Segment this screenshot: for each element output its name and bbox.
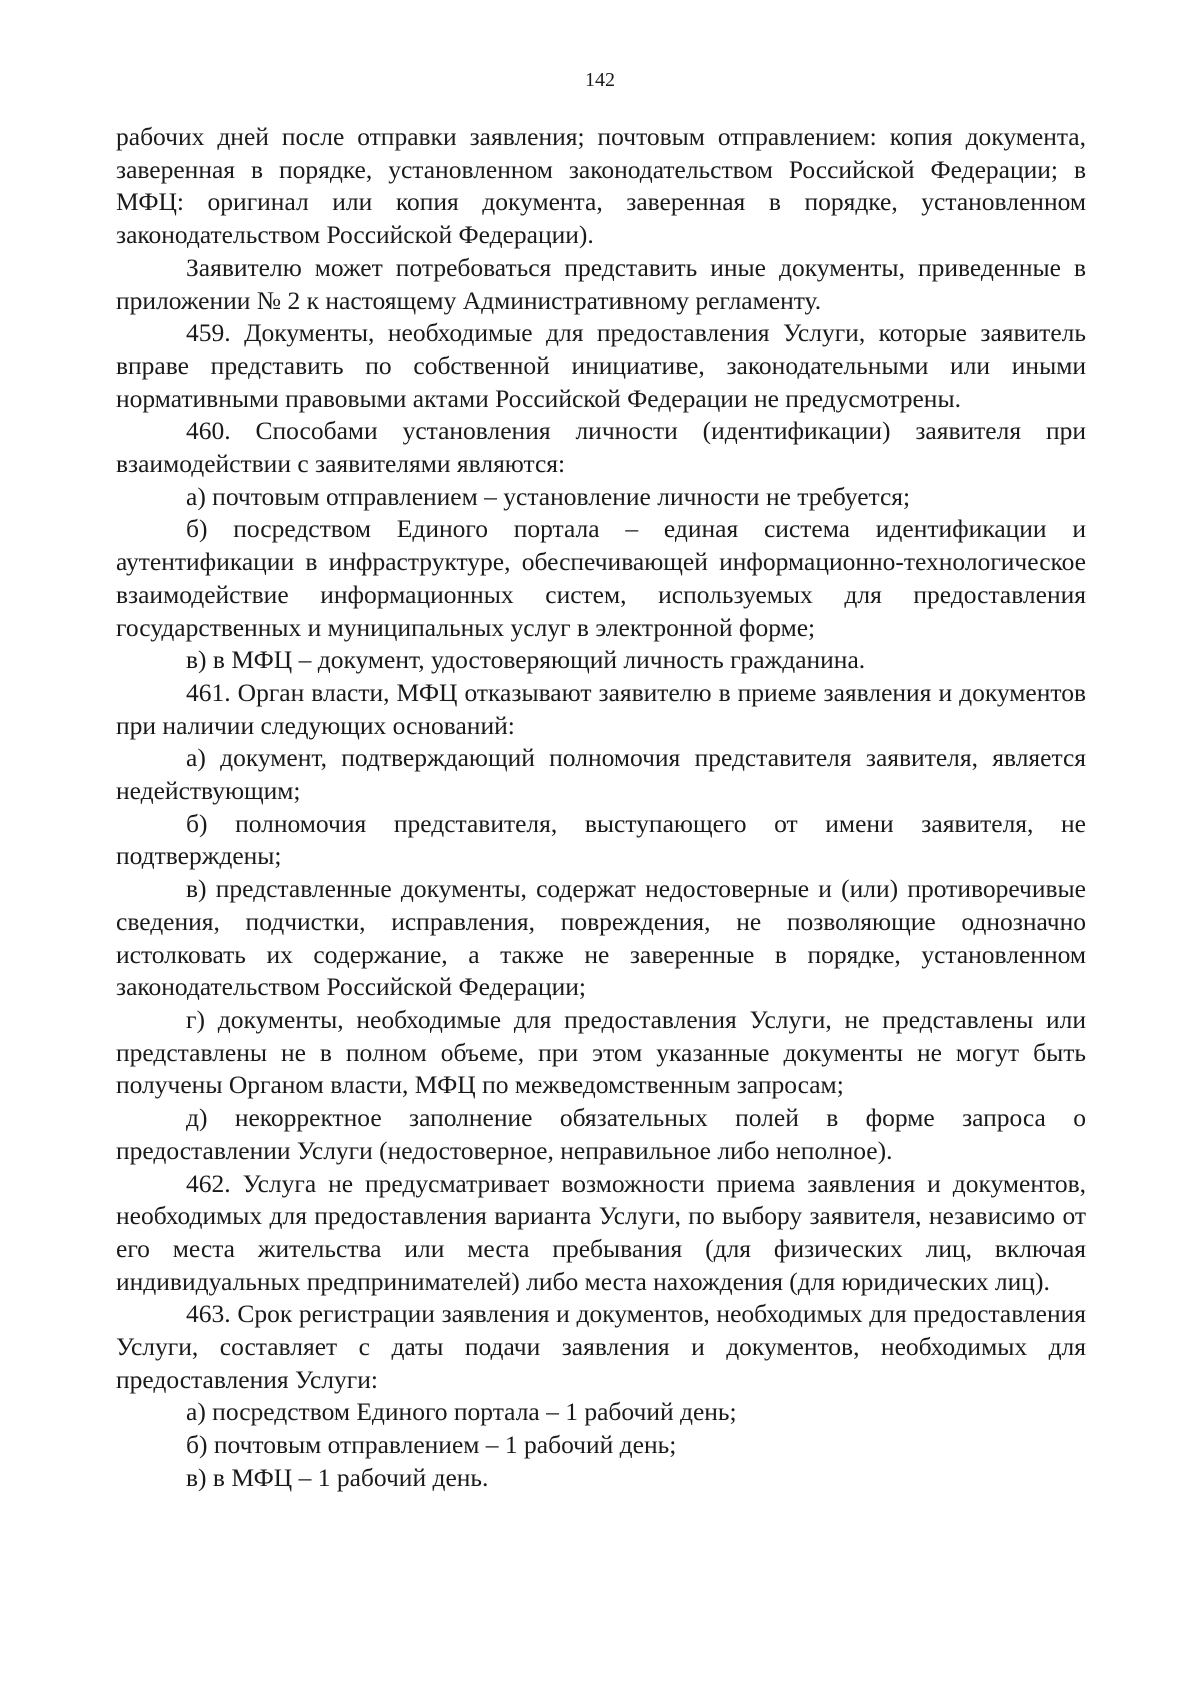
paragraph-459: 459. Документы, необходимые для предоставления Услуги, которые заявитель вправе представить по собственной инициативе, законодательными или иными нормативными правовыми актами Российской Федерации не предусмотрены. [116, 318, 1086, 413]
paragraph-462: 462. Услуга не предусматривает возможности приема заявления и документов, необходимых для предоставления варианта Услуги, по выбору заявителя, независимо от его места жительства или места пребывания (для физических лиц, включая индивидуальных предпринимателей) либо места нахождения (для юридических лиц). [116, 1168, 1086, 1296]
paragraph-461: 461. Орган власти, МФЦ отказывают заявителю в приеме заявления и документов при наличии следующих оснований: [116, 677, 1086, 740]
paragraph-461-b: б) полномочия представителя, выступающего от имени заявителя, не подтверждены; [116, 808, 1086, 871]
document-body [116, 121, 1086, 1495]
paragraph-463-b: б) почтовым отправлением – 1 рабочий день; [186, 1430, 677, 1460]
paragraph-additional-documents: Заявителю может потребоваться представить иные документы, приведенные в приложении № 2 к настоящему Административному регламенту. [116, 252, 1086, 315]
paragraph-continuation: рабочих дней после отправки заявления; почтовым отправлением: копия документа, заверенная в порядке, установленном законодательством Российской Федерации; в МФЦ: оригинал или копия документа, заверенная в порядке, установленном законодательством Российской Федерации). [116, 122, 1086, 250]
paragraph-463: 463. Срок регистрации заявления и документов, необходимых для предоставления Услуги, составляет с даты подачи заявления и документов, необходимых для предоставления Услуги: [116, 1299, 1086, 1394]
paragraph-461-g: г) документы, необходимые для предоставления Услуги, не представлены или представлены не в полном объеме, при этом указанные документы не могут быть получены Органом власти, МФЦ по межведомственным запросам; [116, 1004, 1086, 1100]
page-number: 142 [585, 69, 615, 91]
paragraph-460-b: б) посредством Единого портала – единая система идентификации и аутентификации в инфраструктуре, обеспечивающей информационно-технологическое взаимодействие информационных систем, используемых для предоставления государственных и муниципальных услуг в электронной форме; [116, 514, 1086, 642]
paragraph-463-v: в) в МФЦ – 1 рабочий день. [186, 1462, 489, 1492]
paragraph-460: 460. Способами установления личности (идентификации) заявителя при взаимодействии с заявителями являются: [116, 416, 1086, 479]
paragraph-463-a: а) посредством Единого портала – 1 рабочий день; [186, 1397, 737, 1427]
paragraph-461-v: в) представленные документы, содержат недостоверные и (или) противоречивые сведения, подчистки, исправления, повреждения, не позволяющие однозначно истолковать их содержание, а также не заверенные в порядке, установленном законодательством Российской Федерации; [116, 874, 1086, 1002]
paragraph-461-a: а) документ, подтверждающий полномочия представителя заявителя, является недействующим; [116, 743, 1086, 806]
paragraph-460-a: а) почтовым отправлением – установление личности не требуется; [186, 481, 911, 511]
paragraph-460-v: в) в МФЦ – документ, удостоверяющий личность гражданина. [186, 645, 866, 675]
paragraph-461-d: д) некорректное заполнение обязательных полей в форме запроса о предоставлении Услуги (недостоверное, неправильное либо неполное). [116, 1103, 1086, 1165]
